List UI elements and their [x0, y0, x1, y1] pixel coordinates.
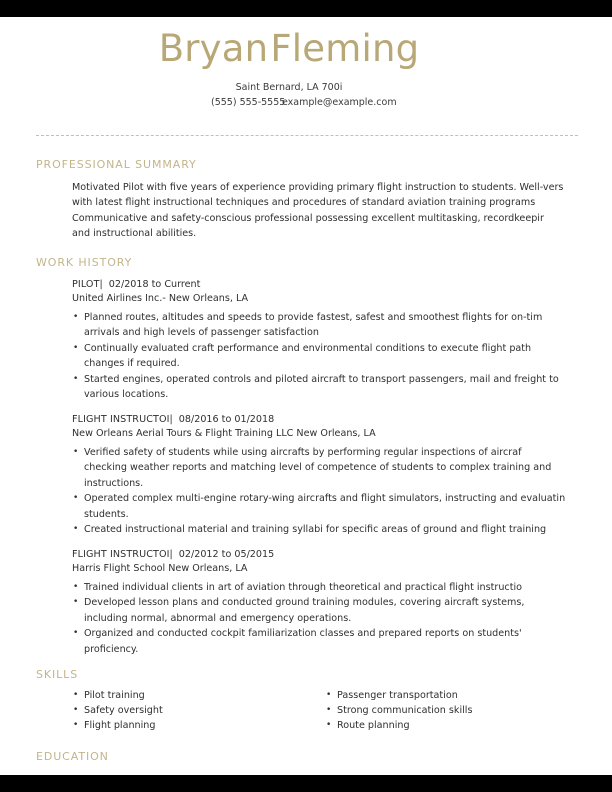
page-title	[0, 27, 578, 71]
contact-row	[0, 96, 578, 110]
job-role: PILOT	[72, 279, 100, 290]
job-separator: |	[169, 549, 173, 560]
summary-line: and instructional abilities.	[72, 227, 197, 239]
first-name: Bryan	[158, 27, 269, 70]
bottom-black-band	[0, 775, 612, 792]
job-title-0	[72, 278, 200, 292]
job-dates: 02/2018 to Current	[108, 279, 201, 290]
list-item: • Route planning	[325, 718, 555, 733]
job-role: FLIGHT INSTRUCTOI	[72, 414, 170, 425]
job-title-1	[72, 413, 274, 427]
skills-column-right	[325, 688, 555, 734]
list-item: • Passenger transportation	[325, 688, 555, 703]
job-separator: |	[169, 414, 173, 425]
job-dates: 08/2016 to 01/2018	[178, 414, 275, 425]
job-company-0: United Airlines Inc.- New Orleans, LA	[72, 293, 249, 304]
last-name: Fleming	[270, 27, 420, 70]
list-item: • Organized and conducted cockpit familiarization classes and prepared reports on students' proficiency.	[72, 626, 578, 657]
list-item: • Verified safety of students while using aircrafts by performing regular inspections of aircraf checking weather reports and matching level of competence of students to complex training and instructions.	[72, 445, 578, 491]
list-item: • Planned routes, altitudes and speeds to provide fastest, safest and smoothest flights for on-tim arrivals and high levels of passenger satisfaction	[72, 310, 578, 341]
section-title-work-history: WORK HISTORY	[36, 256, 133, 269]
list-item: • Trained individual clients in art of aviation through theoretical and practical flight instructio	[72, 580, 578, 595]
list-item: • Developed lesson plans and conducted ground training modules, covering aircraft systems, including normal, abnormal and emergency operations.	[72, 595, 578, 626]
job-bullets-1	[72, 445, 578, 537]
contact-address: Saint Bernard, LA 700i	[235, 82, 343, 93]
job-dates: 02/2012 to 05/2015	[178, 549, 275, 560]
job-separator: |	[99, 279, 103, 290]
list-item: • Strong communication skills	[325, 703, 555, 718]
skills-column-left	[72, 688, 302, 734]
list-item: • Created instructional material and training syllabi for specific areas of ground and flight training	[72, 522, 578, 537]
list-item: • Started engines, operated controls and piloted aircraft to transport passengers, mail and freight to various locations.	[72, 372, 578, 403]
header-divider	[36, 135, 578, 136]
job-bullets-2	[72, 580, 578, 657]
list-item: • Flight planning	[72, 718, 302, 733]
job-company-1: New Orleans Aerial Tours & Flight Training LLC New Orleans, LA	[72, 428, 376, 439]
contact-email: example@example.com	[282, 97, 397, 108]
section-title-education: EDUCATION	[36, 750, 109, 763]
job-title-2	[72, 548, 274, 562]
professional-summary-text	[72, 180, 578, 241]
list-item: • Continually evaluated craft performance and environmental conditions to execute flight path changes if required.	[72, 341, 578, 372]
summary-line: Communicative and safety-conscious professional possessing excellent multitasking, recordkeepir	[72, 212, 544, 224]
summary-line: with latest flight instructional techniques and procedures of standard aviation training programs	[72, 197, 536, 209]
contact-phone: (555) 555-5555	[211, 97, 286, 108]
top-black-band	[0, 0, 612, 17]
list-item: • Operated complex multi-engine rotary-wing aircrafts and flight simulators, instructing and evaluatin students.	[72, 491, 578, 522]
summary-line: Motivated Pilot with five years of experience providing primary flight instruction to students. Well-vers	[72, 182, 564, 193]
section-title-skills: SKILLS	[36, 668, 79, 681]
job-company-2: Harris Flight School New Orleans, LA	[72, 563, 248, 574]
resume-content	[0, 17, 578, 775]
section-title-professional-summary: PROFESSIONAL SUMMARY	[36, 158, 197, 171]
job-bullets-0	[72, 310, 578, 402]
list-item: • Pilot training	[72, 688, 302, 703]
resume-page	[0, 17, 612, 775]
list-item: • Safety oversight	[72, 703, 302, 718]
job-role: FLIGHT INSTRUCTOI	[72, 549, 170, 560]
